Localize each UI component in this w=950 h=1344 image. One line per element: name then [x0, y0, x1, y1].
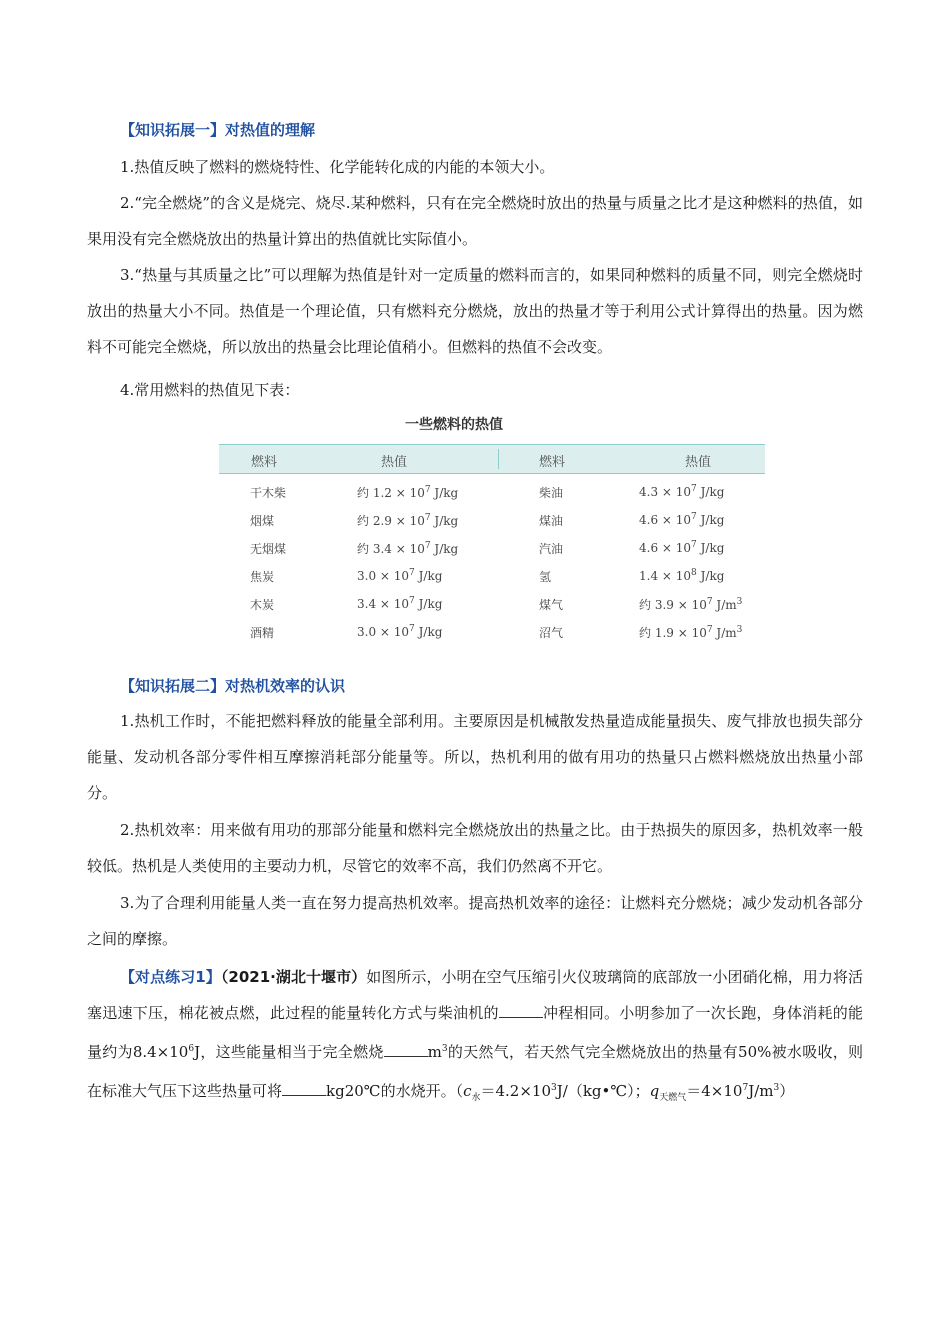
table-cell-value: $3.0 \times 10^7$ J/kg — [357, 568, 443, 583]
section2-paragraph-2: 2.热机效率：用来做有用功的那部分能量和燃料完全燃烧放出的热量之比。由于热损失的原因多，热机效率一般较低。热机是人类使用的主要动力机，尽管它的效率不高，我们仍然离不开它。 — [87, 821, 863, 875]
table-header-divider — [498, 449, 499, 469]
table-header-fuel-1: 燃料 — [251, 455, 278, 470]
table-cell-value: $3.4 \times 10^7$ J/kg — [357, 596, 443, 611]
section1-paragraph-3: 3.“热量与其质量之比”可以理解为热值是针对一定质量的燃料而言的，如果同种燃料的质量不同，则完全燃烧时放出的热量大小不同。热值是一个理论值，只有燃料充分燃烧，放出的热量才等于利用公式计算得出的热量。因为燃料不可能完全燃烧，所以放出的热量会比理论值稍小。但燃料的热值不会改变。 — [87, 266, 863, 356]
answer-blank-1[interactable] — [499, 1003, 543, 1018]
table-header — [219, 444, 765, 474]
section2-heading: 【知识拓展二】对热机效率的认识 — [120, 677, 346, 695]
table-cell-value: 约 $3.9 \times 10^7$ $J/m^3$ — [639, 597, 743, 612]
table-header-value-1: 热值 — [381, 455, 408, 470]
section1-paragraph-2: 2.“完全燃烧”的含义是烧完、烧尽.某种燃料，只有在完全燃烧时放出的热量与质量之比才是这种燃料的热值，如果用没有完全燃烧放出的热量计算出的热值就比实际值小。 — [87, 194, 863, 248]
table-cell-value: 约 $3.4 \times 10^7$ J/kg — [357, 541, 459, 556]
table-cell-value: 约 $1.9 \times 10^7$ $J/m^3$ — [639, 625, 743, 640]
table-cell-fuel: 汽油 — [539, 542, 564, 556]
table-cell-fuel: 焦炭 — [250, 570, 275, 584]
table-cell-value: 约 $2.9 \times 10^7$ J/kg — [357, 513, 459, 528]
table-cell-fuel: 煤气 — [539, 598, 564, 612]
section2-paragraph-3: 3.为了合理利用能量人类一直在努力提高热机效率。提高热机效率的途径：让燃料充分燃烧；减少发动机各部分之间的摩擦。 — [87, 894, 863, 948]
table-title: 一些燃料的热值 — [405, 417, 503, 433]
section1-paragraph-4: 4.常用燃料的热值见下表： — [120, 381, 300, 399]
section1-heading: 【知识拓展一】对热值的理解 — [120, 121, 316, 139]
table-cell-fuel: 氢 — [539, 570, 552, 584]
exercise-label: 【对点练习1】 — [120, 968, 221, 986]
table-cell-fuel: 酒精 — [250, 626, 275, 640]
table-cell-fuel: 煤油 — [539, 514, 564, 528]
table-cell-value: $1.4 \times 10^8$ J/kg — [639, 568, 725, 583]
section1-paragraph-1: 1.热值反映了燃料的燃烧特性、化学能转化成的内能的本领大小。 — [120, 158, 555, 176]
answer-blank-3[interactable] — [282, 1081, 326, 1096]
table-header-value-2: 热值 — [685, 455, 712, 470]
table-cell-fuel: 沼气 — [539, 626, 564, 640]
exercise-source: （2021·湖北十堰市） — [220, 968, 367, 986]
table-cell-fuel: 柴油 — [539, 486, 564, 500]
table-header-fuel-2: 燃料 — [539, 455, 566, 470]
table-cell-fuel: 干木柴 — [250, 486, 287, 500]
table-cell-fuel: 烟煤 — [250, 514, 275, 528]
table-cell-value: $3.0 \times 10^7$ J/kg — [357, 624, 443, 639]
table-cell-fuel: 木炭 — [250, 598, 275, 612]
table-cell-value: $4.6 \times 10^7$ J/kg — [639, 540, 725, 555]
table-cell-value: 约 $1.2 \times 10^7$ J/kg — [357, 485, 459, 500]
table-cell-value: $4.6 \times 10^7$ J/kg — [639, 512, 725, 527]
exercise-paragraph: 【对点练习1】（2021·湖北十堰市）如图所示，小明在空气压缩引火仪玻璃筒的底部放一小团硝化棉，用力将活塞迅速下压，棉花被点燃，此过程的能量转化方式与柴油机的 冲程相同。小明参加了一次长跑，身体消耗的能量约为$8.4\times 10^6J$，这些能量相当于完全燃烧 $m^3$的天然气，若天然气完全燃烧放出的热量有50%被水吸收，则在标准大气压下这些热量可将 kg20℃的水烧开。（$c_水=4.2\times 10^3J/(kg•℃)$；$q_{天燃气}=4\times 10^7J/m^3$） — [87, 968, 864, 1103]
table-cell-value: $4.3 \times 10^7$ J/kg — [639, 484, 725, 499]
answer-blank-2[interactable] — [384, 1042, 428, 1057]
table-cell-fuel: 无烟煤 — [250, 542, 287, 556]
section2-paragraph-1: 1.热机工作时，不能把燃料释放的能量全部利用。主要原因是机械散发热量造成能量损失、废气排放也损失部分能量、发动机各部分零件相互摩擦消耗部分能量等。所以，热机利用的做有用功的热量只占燃料燃烧放出热量小部分。 — [87, 712, 863, 802]
